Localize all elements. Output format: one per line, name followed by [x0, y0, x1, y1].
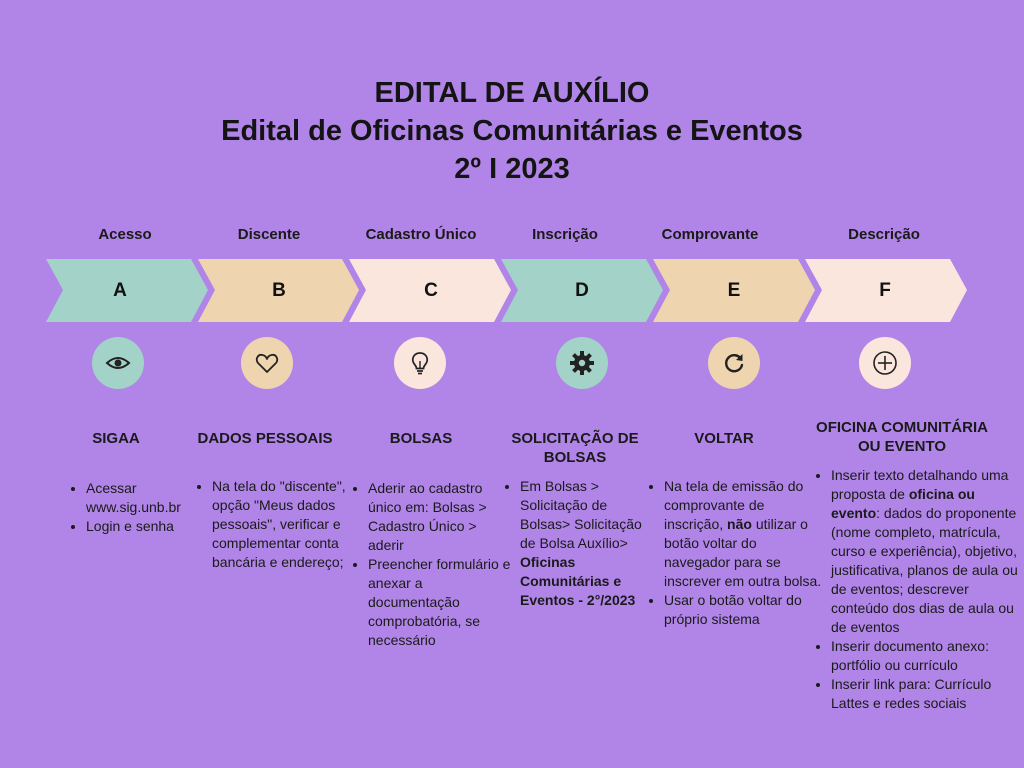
step-letter-a: A — [113, 280, 127, 301]
heart-icon — [241, 337, 293, 389]
step-letter-b: B — [272, 280, 286, 301]
plus-circle-icon — [859, 337, 911, 389]
list-item: • Aderir ao cadastro único em: Bolsas > Cadastro Único > aderir — [368, 479, 516, 555]
details-list-b — [194, 477, 364, 572]
heading-bolsas: BOLSAS — [389, 430, 453, 447]
lightbulb-icon — [394, 337, 446, 389]
details-list-a — [68, 479, 212, 536]
heading-dados-pessoais: DADOS PESSOAIS — [197, 430, 333, 447]
list-item: • Acessar www.sig.unb.br — [86, 479, 212, 517]
page-title: EDITAL DE AUXÍLIO — [374, 77, 650, 109]
list-item: • Inserir link para: Currículo Lattes e redes sociais — [831, 675, 1024, 713]
step-letter-f: F — [879, 280, 891, 301]
heading-oficina-comunitaria: OFICINA COMUNITÁRIA OU EVENTO — [816, 419, 988, 455]
chevron-process-bar — [0, 0, 1024, 340]
details-list-c — [350, 479, 516, 650]
heading-sigaa: SIGAA — [92, 430, 140, 447]
heading-solicitacao-de-bolsas: SOLICITAÇÃO DE BOLSAS — [511, 430, 639, 466]
step-label-inscricao: Inscrição — [532, 226, 598, 243]
heading-voltar: VOLTAR — [694, 430, 754, 447]
step-label-comprovante: Comprovante — [661, 226, 759, 243]
step-label-acesso: Acesso — [98, 226, 152, 243]
refresh-icon — [708, 337, 760, 389]
eye-icon — [92, 337, 144, 389]
details-list-f — [813, 466, 1024, 713]
list-item: • Na tela de emissão do comprovante de inscrição, não utilizar o botão voltar do navegador para se inscrever em outra bolsa. — [664, 477, 826, 591]
page-subtitle: Edital de Oficinas Comunitárias e Eventos — [221, 115, 803, 147]
page-period: 2º I 2023 — [454, 153, 570, 185]
list-item: • Login e senha — [86, 517, 212, 536]
list-item: • Usar o botão voltar do próprio sistema — [664, 591, 826, 629]
list-item: • Preencher formulário e anexar a documentação comprobatória, se necessário — [368, 555, 516, 650]
step-letter-d: D — [575, 280, 589, 301]
step-label-descricao: Descrição — [848, 226, 920, 243]
details-list-d — [502, 477, 648, 610]
step-label-cadastro-unico: Cadastro Único — [365, 226, 477, 243]
step-letter-e: E — [727, 280, 741, 301]
list-item: • Inserir documento anexo: portfólio ou currículo — [831, 637, 1024, 675]
gear-icon — [556, 337, 608, 389]
details-list-e — [646, 477, 826, 629]
list-item: • Inserir texto detalhando uma proposta de oficina ou evento: dados do proponente (nome completo, matrícula, curso e experiência), objetivo, justificativa, planos de aula ou de eventos; descrever conteúdo dos dias de aula ou de eventos — [831, 466, 1024, 637]
step-letter-c: C — [424, 280, 438, 301]
list-item: • Em Bolsas > Solicitação de Bolsas> Solicitação de Bolsa Auxílio> Oficinas Comunitárias e Eventos - 2°/2023 — [520, 477, 648, 610]
list-item: • Na tela do "discente", opção "Meus dados pessoais", verificar e complementar conta bancária e endereço; — [212, 477, 364, 572]
step-label-discente: Discente — [237, 226, 301, 243]
